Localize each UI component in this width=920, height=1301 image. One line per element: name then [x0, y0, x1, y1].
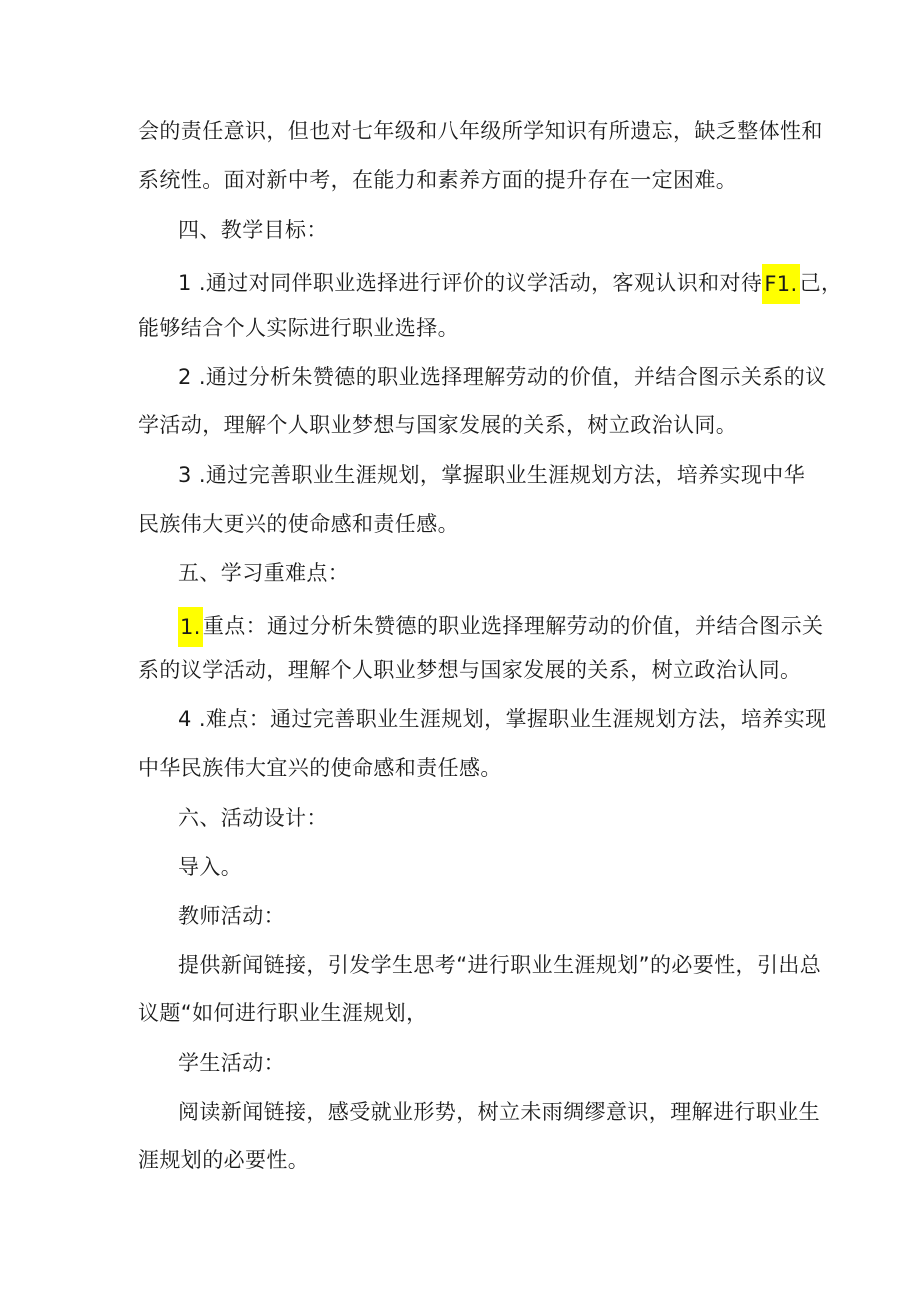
text-line: 会的责任意识，但也对七年级和八年级所学知识有所遗忘，缺乏整体性和 [138, 119, 823, 143]
highlighted-text: 1. [178, 607, 203, 647]
text-line: 提供新闻链接，引发学生思考“进行职业生涯规划”的必要性，引出总 [178, 953, 822, 977]
section-heading: 五、学习重难点： [178, 561, 350, 585]
highlighted-text: F1. [762, 264, 799, 304]
text-line: 3 .通过完善职业生涯规划，掌握职业生涯规划方法，培养实现中华 [178, 463, 806, 487]
text-line: 导入。 [178, 855, 243, 879]
text-line: 学活动，理解个人职业梦想与国家发展的关系，树立政治认同。 [138, 413, 738, 437]
text-line: 议题“如何进行职业生涯规划， [138, 1001, 428, 1025]
text-line: 系的议学活动，理解个人职业梦想与国家发展的关系，树立政治认同。 [138, 658, 802, 682]
text-line: 教师活动： [178, 904, 285, 928]
text-line: 学生活动： [178, 1051, 285, 1075]
text-segment: 己， [799, 271, 843, 295]
text-line [178, 607, 823, 637]
text-line: 4 .难点：通过完善职业生涯规划，掌握职业生涯规划方法，培养实现 [178, 707, 827, 731]
text-line: 民族伟大更兴的使命感和责任感。 [138, 512, 459, 536]
text-line: 能够结合个人实际进行职业选择。 [138, 316, 459, 340]
text-segment: 重点：通过分析朱赞德的职业选择理解劳动的价值，并结合图示关 [202, 614, 824, 638]
text-line [178, 264, 842, 294]
section-heading: 六、活动设计： [178, 806, 328, 830]
text-line: 中华民族伟大宜兴的使命感和责任感。 [138, 756, 502, 780]
section-heading: 四、教学目标： [178, 218, 328, 242]
text-segment: 1 .通过对同伴职业选择进行评价的议学活动，客观认识和对待 [178, 271, 763, 295]
text-line: 阅读新闻链接，感受就业形势，树立未雨绸缪意识，理解进行职业生 [178, 1100, 820, 1124]
text-line: 2 .通过分析朱赞德的职业选择理解劳动的价值，并结合图示关系的议 [178, 365, 827, 389]
text-line: 涯规划的必要性。 [138, 1148, 310, 1172]
text-line: 系统性。面对新中考，在能力和素养方面的提升存在一定困难。 [138, 168, 738, 192]
